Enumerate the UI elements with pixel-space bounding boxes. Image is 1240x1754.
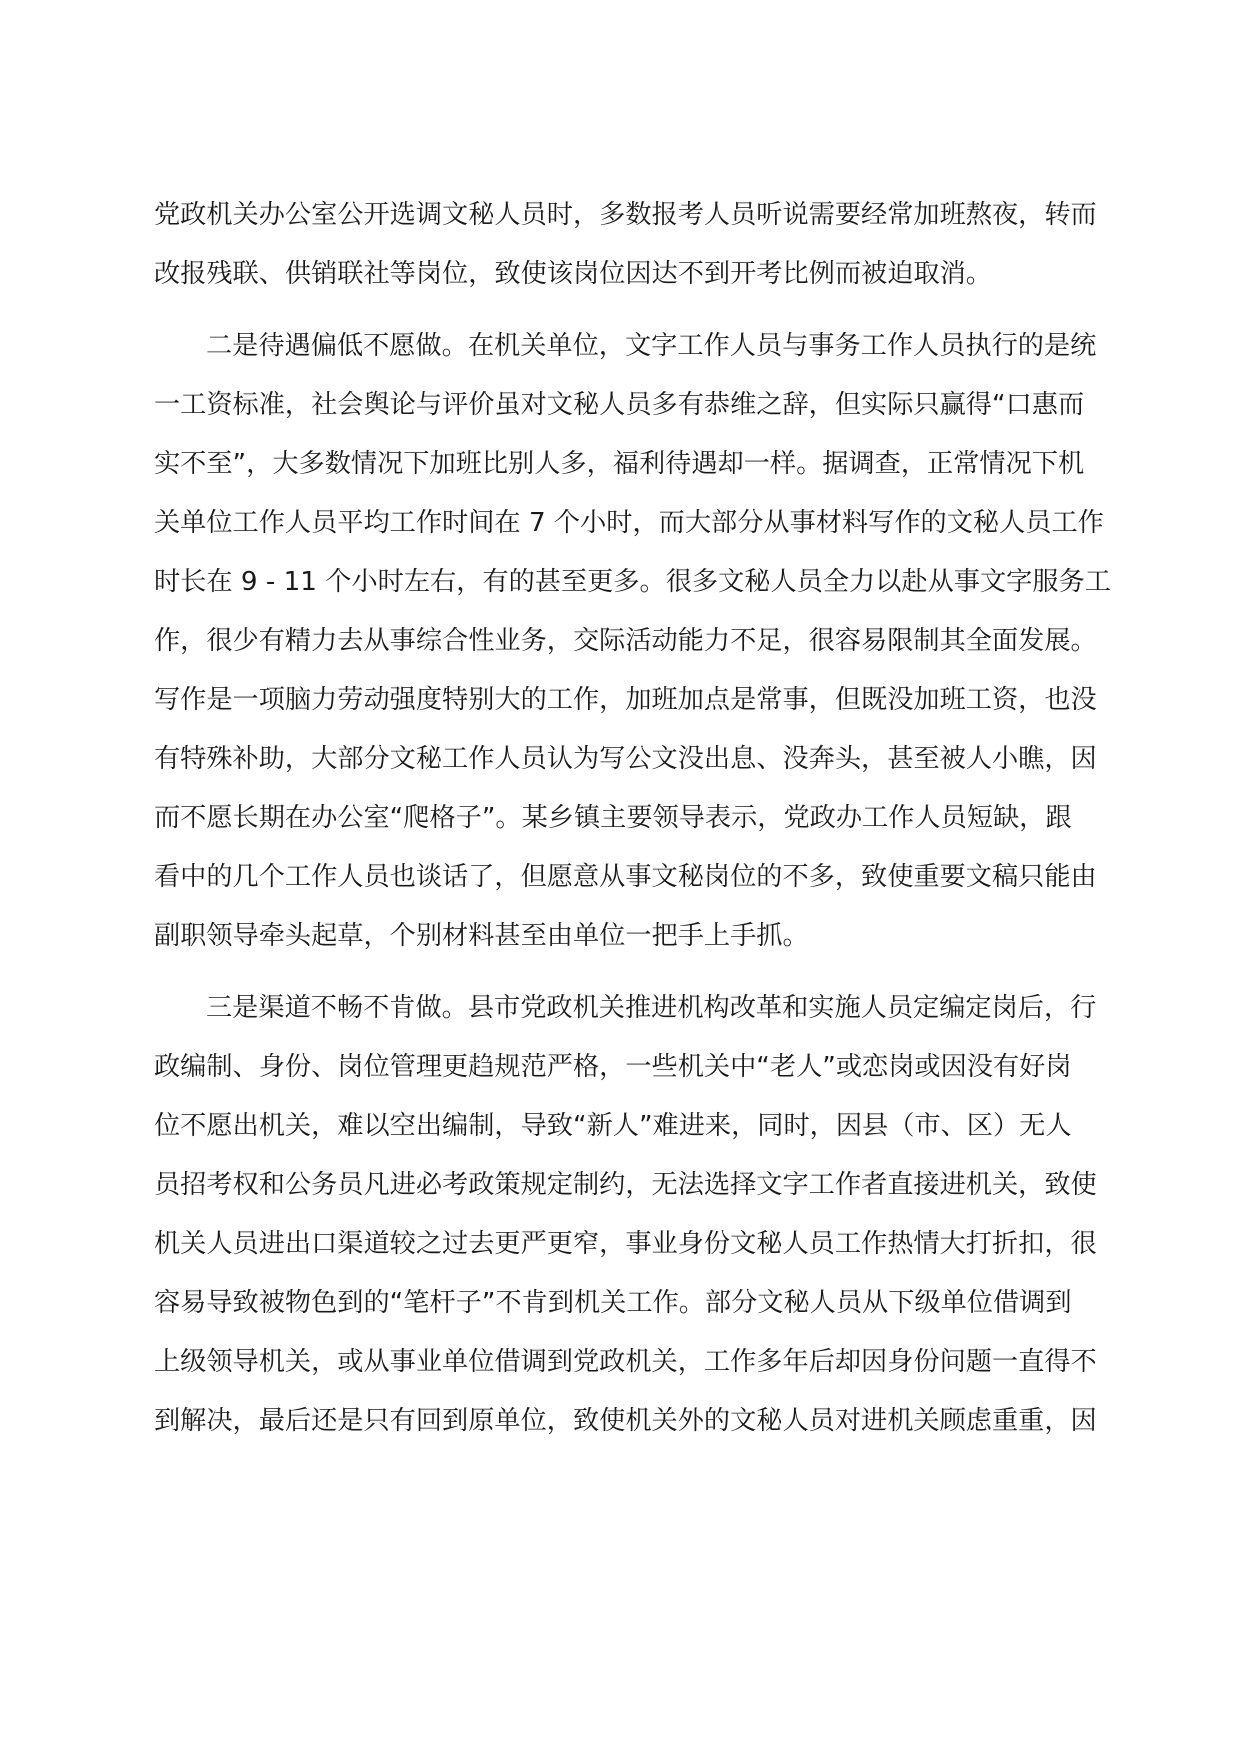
paragraph-start-line: 三是渠道不畅不肯做。县市党政机关推进机构改革和实施人员定编定岗后，行 [206,993,1097,1023]
text-line: 党政机关办公室公开选调文秘人员时，多数报考人员听说需要经常加班熬夜，转而 [154,200,1097,230]
text-line: 改报残联、供销联社等岗位，致使该岗位因达不到开考比例而被迫取消。 [154,259,992,289]
text-line: 位不愿出机关，难以空出编制，导致“新人”难进来，同时，因县（市、区）无人 [154,1111,1072,1141]
text-line: 而不愿长期在办公室“爬格子”。某乡镇主要领导表示，党政办工作人员短缺，跟 [154,803,1072,833]
text-line: 容易导致被物色到的“笔杆子”不肯到机关工作。部分文秘人员从下级单位借调到 [154,1288,1072,1318]
text-line: 写作是一项脑力劳动强度特别大的工作，加班加点是常事，但既没加班工资，也没 [154,685,1097,715]
text-line: 上级领导机关，或从事业单位借调到党政机关，工作多年后却因身份问题一直得不 [154,1347,1097,1377]
text-line: 作，很少有精力去从事综合性业务，交际活动能力不足，很容易限制其全面发展。 [154,626,1097,656]
text-line: 一工资标准，社会舆论与评价虽对文秘人员多有恭维之辞，但实际只赢得“口惠而 [154,390,1085,420]
text-line: 员招考权和公务员凡进必考政策规定制约，无法选择文字工作者直接进机关，致使 [154,1170,1097,1200]
text-line: 政编制、身份、岗位管理更趋规范严格，一些机关中“老人”或恋岗或因没有好岗 [154,1052,1072,1082]
text-line: 看中的几个工作人员也谈话了，但愿意从事文秘岗位的不多，致使重要文稿只能由 [154,862,1097,892]
text-line: 时长在 9 - 11 个小时左右，有的甚至更多。很多文秘人员全力以赴从事文字服务工 [154,567,1111,597]
text-line: 机关人员进出口渠道较之过去更严更窄，事业身份文秘人员工作热情大打折扣，很 [154,1229,1097,1259]
text-line: 到解决，最后还是只有回到原单位，致使机关外的文秘人员对进机关顾虑重重，因 [154,1406,1097,1436]
paragraph-start-line: 二是待遇偏低不愿做。在机关单位，文字工作人员与事务工作人员执行的是统 [206,331,1097,361]
text-line: 实不至”，大多数情况下加班比别人多，福利待遇却一样。据调查，正常情况下机 [154,449,1085,479]
text-line: 副职领导牵头起草，个别材料甚至由单位一把手上手抓。 [154,921,809,951]
text-line: 有特殊补助，大部分文秘工作人员认为写公文没出息、没奔头，甚至被人小瞧，因 [154,744,1097,774]
text-line: 关单位工作人员平均工作时间在 7 个小时，而大部分从事材料写作的文秘人员工作 [154,508,1104,538]
